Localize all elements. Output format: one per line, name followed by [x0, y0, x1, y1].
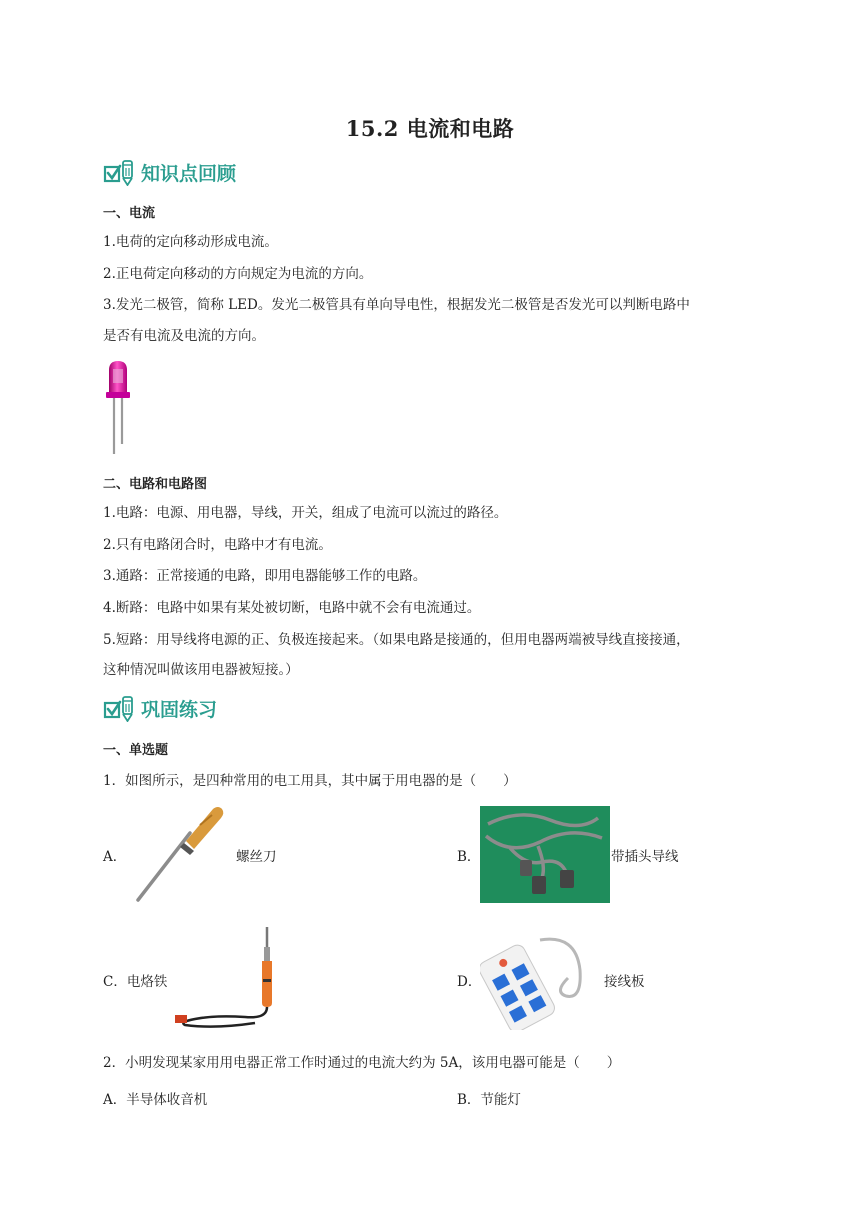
- text-line: 2.只有电路闭合时，电路中才有电流。: [103, 537, 332, 553]
- screwdriver-image: [128, 803, 228, 903]
- text-line: 1.电荷的定向移动形成电流。: [103, 234, 278, 250]
- subheading-current: 一、电流: [103, 206, 156, 221]
- plug-wire-image: [480, 806, 610, 903]
- option-b[interactable]: B．节能灯: [457, 1092, 521, 1108]
- question-2-stem: 2．小明发现某家用用电器正常工作时通过的电流大约为 5A，该用电器可能是（ ）: [103, 1055, 621, 1071]
- text-line: 这种情况叫做该用电器被短接。）: [103, 662, 299, 678]
- option-b-text: 带插头导线: [611, 849, 679, 865]
- option-a-text: 螺丝刀: [236, 849, 277, 865]
- soldering-iron-image: [175, 925, 285, 1030]
- power-strip-image: [480, 930, 600, 1030]
- text-line: 3.发光二极管，简称 LED。发光二极管具有单向导电性，根据发光二极管是否发光可以判断电路中: [103, 297, 690, 313]
- section-heading-practice: [103, 693, 217, 723]
- checklist-pencil-icon: [103, 694, 137, 722]
- option-c-label[interactable]: C．电烙铁: [103, 974, 168, 990]
- option-b-letter[interactable]: B．: [457, 849, 481, 865]
- section-heading-review: [103, 157, 236, 187]
- option-a-letter[interactable]: A．: [103, 849, 127, 865]
- option-a[interactable]: A．半导体收音机: [103, 1092, 208, 1108]
- option-d-text: 接线板: [604, 974, 645, 990]
- text-line: 4.断路：电路中如果有某处被切断，电路中就不会有电流通过。: [103, 600, 481, 616]
- section-title: 知识点回顾: [141, 162, 237, 185]
- text-line: 2.正电荷定向移动的方向规定为电流的方向。: [103, 266, 373, 282]
- text-line: 3.通路：正常接通的电路，即用电器能够工作的电路。: [103, 568, 427, 584]
- option-d-letter[interactable]: D．: [457, 974, 482, 990]
- section-title: 巩固练习: [141, 698, 218, 721]
- subheading-circuit: 二、电路和电路图: [103, 477, 208, 492]
- subheading-single-choice: 一、单选题: [103, 743, 169, 758]
- text-line: 1.电路：电源、用电器，导线，开关，组成了电流可以流过的路径。: [103, 505, 508, 521]
- text-line: 是否有电流及电流的方向。: [103, 328, 265, 344]
- led-image: [100, 358, 136, 458]
- question-1-stem: 1．如图所示，是四种常用的电工用具，其中属于用电器的是（ ）: [103, 773, 517, 789]
- page-title: 15.2 电流和电路: [345, 116, 515, 141]
- text-line: 5.短路：用导线将电源的正、负极连接起来。（如果电路是接通的，但用电器两端被导线直接接通，: [103, 632, 690, 648]
- checklist-pencil-icon: [103, 158, 137, 186]
